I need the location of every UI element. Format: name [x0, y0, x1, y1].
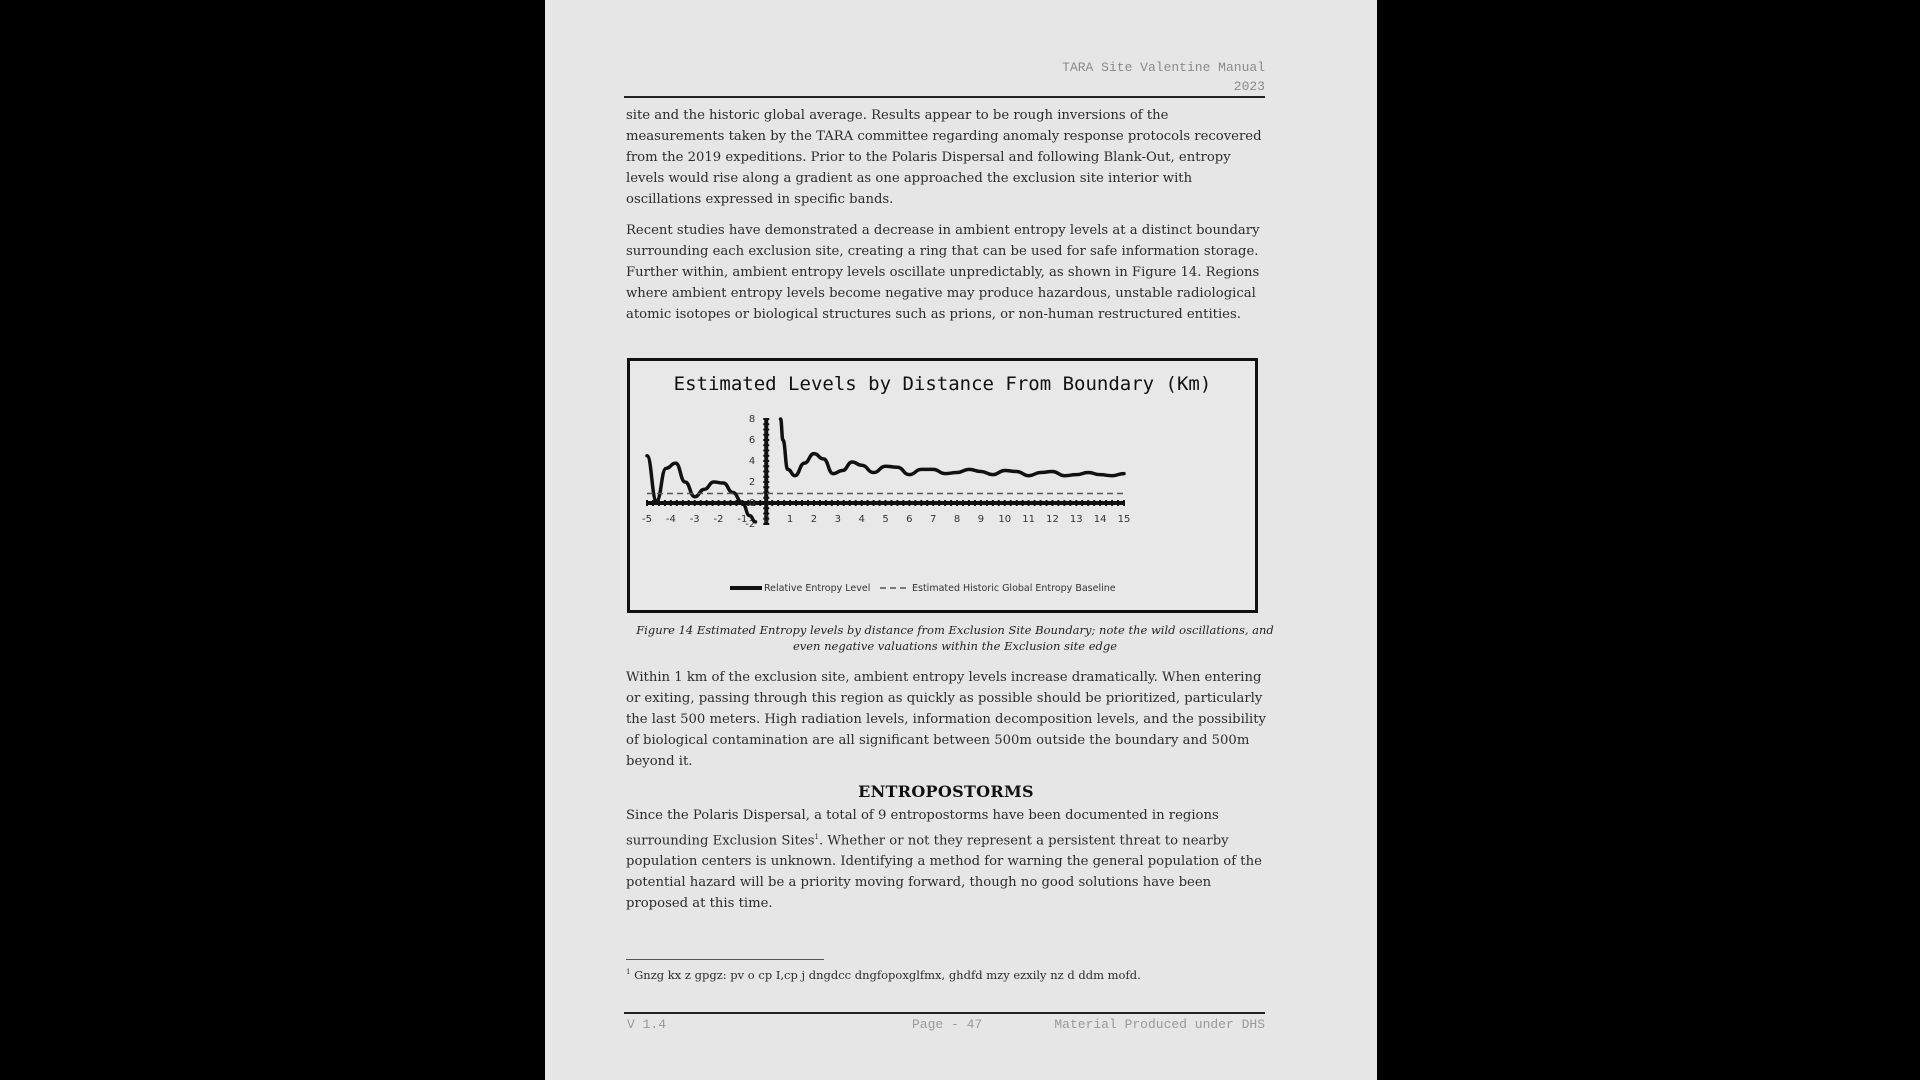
chart-svg — [630, 361, 1255, 610]
x-tick-label: 12 — [1046, 514, 1059, 525]
y-tick-label: -2 — [745, 519, 756, 530]
header-year: 2023 — [1233, 79, 1265, 94]
footer-rule — [624, 1012, 1265, 1014]
footer-notice: Material Produced under DHS — [1054, 1017, 1265, 1032]
x-tick-label: -2 — [713, 514, 724, 525]
paragraph-2: Recent studies have demonstrated a decrease in ambient entropy levels at a distinct boundary surrounding each exclusion site, creating a ring that can be used for safe information storage. Further within, ambient entropy levels oscillate unpredictably, as shown in Figure 14. Regions where ambient entropy levels become negative may produce hazardous, unstable radiological atomic isotopes or biological structures such as prions, or non-human restructured entities. — [626, 223, 1260, 322]
x-tick-label: 6 — [906, 514, 913, 525]
paragraph-4-text-b: . Whether or not they represent a persistent threat to nearby population centers is unknown. Identifying a method for warning the general population of the potential hazard will be a priority moving forward, though no good solutions have been proposed at this time. — [626, 833, 1262, 912]
x-tick-label: -1 — [737, 514, 748, 525]
chart-title: Estimated Levels by Distance From Boundary (Km) — [673, 373, 1212, 395]
x-tick-label: 15 — [1117, 514, 1131, 525]
legend-label-entropy: Relative Entropy Level — [764, 583, 871, 594]
x-tick-label: -4 — [665, 514, 676, 525]
footer-page-number: Page - 47 — [912, 1017, 983, 1032]
x-tick-label: 10 — [998, 514, 1012, 525]
footnote-rule — [626, 959, 824, 960]
figure-14-chart — [627, 358, 1258, 613]
y-tick-label: 2 — [748, 477, 756, 488]
x-tick-label: 14 — [1093, 514, 1107, 525]
footnote-mark: 1 — [626, 968, 631, 977]
x-tick-label: 13 — [1069, 514, 1083, 525]
paragraph-4-text-a: Since the Polaris Dispersal, a total of 9 entropostorms have been documented in regions surrounding Exclusion Sites — [626, 808, 1219, 849]
x-tick-label: 3 — [834, 514, 841, 525]
x-tick-label: 1 — [786, 514, 794, 525]
footnote — [626, 968, 1141, 982]
x-tick-label: 8 — [953, 514, 961, 525]
y-tick-label: 8 — [748, 414, 756, 425]
y-tick-label: 6 — [748, 435, 756, 446]
figure-caption: Figure 14 Estimated Entropy levels by distance from Exclusion Site Boundary; note the wild oscillations, and even negative valuations within the Exclusion site edge — [636, 623, 1274, 653]
series-entropy-line — [647, 456, 756, 522]
paragraph-3: Within 1 km of the exclusion site, ambient entropy levels increase dramatically. When entering or exiting, passing through this region as quickly as possible should be prioritized, particularly the last 500 meters. High radiation levels, information decomposition levels, and the possibility of biological contamination are all significant between 500m outside the boundary and 500m beyond it. — [626, 670, 1267, 769]
x-tick-label: -3 — [689, 514, 700, 525]
paragraph-4 — [626, 806, 1266, 915]
section-title: ENTROPOSTORMS — [858, 782, 1034, 801]
document-page — [545, 0, 1377, 1080]
y-tick-label: 0 — [748, 498, 756, 509]
y-tick-label: 4 — [748, 456, 756, 467]
x-tick-label: -5 — [642, 514, 652, 525]
x-tick-label: 11 — [1022, 514, 1035, 525]
series-entropy-line — [781, 419, 1124, 476]
x-tick-label: 7 — [930, 514, 937, 525]
footnote-ref: 1 — [814, 832, 819, 841]
x-tick-label: 0 — [763, 514, 770, 525]
footer-version: V 1.4 — [627, 1017, 667, 1032]
header-rule — [624, 96, 1265, 98]
footnote-text: Gnzg kx z gpgz: pv o cp I,cp j dngdcc dngfopoxglfmx, ghdfd mzy ezxily nz d ddm mofd. — [634, 968, 1141, 982]
legend-label-baseline: Estimated Historic Global Entropy Baseline — [912, 583, 1116, 594]
x-tick-label: 5 — [882, 514, 889, 525]
x-tick-label: 2 — [810, 514, 818, 525]
paragraph-1: site and the historic global average. Results appear to be rough inversions of the measurements taken by the TARA committee regarding anomaly response protocols recovered from the 2019 expeditions. Prior to the Polaris Dispersal and following Blank-Out, entropy levels would rise along a gradient as one approached the exclusion site interior with oscillations expressed in specific bands. — [626, 108, 1262, 207]
x-tick-label: 9 — [977, 514, 985, 525]
header-title: TARA Site Valentine Manual — [1062, 60, 1265, 75]
page-header — [1062, 58, 1265, 96]
x-tick-label: 4 — [858, 514, 865, 525]
